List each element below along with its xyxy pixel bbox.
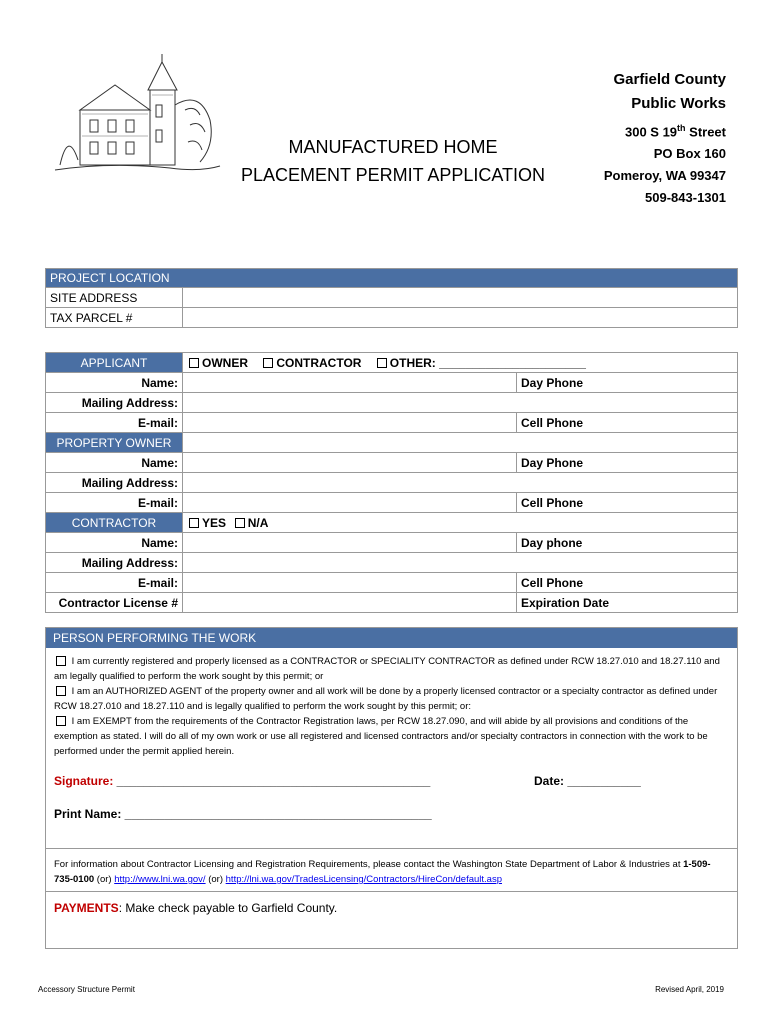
contractor-options: YES N/A: [183, 513, 738, 533]
project-location-heading: PROJECT LOCATION: [46, 269, 738, 288]
contractor-mailing-field[interactable]: [183, 553, 738, 573]
org-phone: 509-843-1301: [645, 190, 726, 206]
print-name-field[interactable]: Print Name: ______________________________________________: [54, 807, 432, 821]
person-performing-heading: PERSON PERFORMING THE WORK: [46, 628, 737, 648]
contractor-expiration-field[interactable]: Expiration Date: [517, 593, 738, 613]
owner-name-field[interactable]: [183, 453, 517, 473]
site-address-field[interactable]: [183, 288, 738, 308]
applicant-mailing-label: Mailing Address:: [46, 393, 183, 413]
org-name: Garfield County: [613, 71, 726, 88]
owner-email-field[interactable]: [183, 493, 517, 513]
info-phone: 1-509-735-0100: [54, 859, 711, 885]
applicant-heading: APPLICANT: [46, 353, 183, 373]
registered-contractor-option: I am currently registered and properly licensed as a CONTRACTOR or SPECIALITY CONTRACTOR as defined under RCW 18.27.010 and 18.27.110 and am legally qualified to perform the work sought by this permit; or: [54, 656, 720, 682]
org-po-box: PO Box 160: [653, 146, 726, 162]
signature-line[interactable]: _______________________________________________: [113, 774, 431, 788]
tax-parcel-label: TAX PARCEL #: [46, 308, 183, 328]
org-city: Pomeroy, WA 99347: [603, 168, 726, 184]
section-divider-2: [46, 891, 737, 892]
exempt-option: I am EXEMPT from the requirements of the Contractor Registration laws, per RCW 18.27.090, and will abide by all provisions and conditions of the exemption as stated. I will do all of my own work or use all registered and licensed contractors and/or specialty contractors in connection with the work to be performed under the permit applied herein.: [54, 716, 708, 757]
owner-checkbox[interactable]: [189, 358, 199, 368]
owner-mailing-field[interactable]: [183, 473, 738, 493]
signature-row: [54, 774, 724, 788]
lni-link[interactable]: http://www.lni.wa.gov/: [114, 874, 206, 885]
footer-right: Revised April, 2019: [655, 985, 724, 994]
property-owner-heading-spacer: [183, 433, 738, 453]
contractor-name-field[interactable]: [183, 533, 517, 553]
exempt-checkbox[interactable]: [56, 716, 66, 726]
project-location-table: [45, 268, 738, 328]
payments-note: PAYMENTS: Make check payable to Garfield County.: [54, 901, 338, 915]
form-title: [228, 133, 558, 189]
applicant-day-phone-field[interactable]: Day Phone: [517, 373, 738, 393]
authorized-agent-checkbox[interactable]: [56, 686, 66, 696]
contractor-checkbox[interactable]: [263, 358, 273, 368]
applicant-email-label: E-mail:: [46, 413, 183, 433]
contractor-license-field[interactable]: [183, 593, 517, 613]
owner-mailing-label: Mailing Address:: [46, 473, 183, 493]
form-title-line1: MANUFACTURED HOME: [288, 137, 498, 157]
contractor-license-label: Contractor License #: [46, 593, 183, 613]
contractor-name-label: Name:: [46, 533, 183, 553]
contractor-mailing-label: Mailing Address:: [46, 553, 183, 573]
contractor-yes-checkbox[interactable]: [189, 518, 199, 528]
footer-left: Accessory Structure Permit: [38, 985, 135, 994]
org-street: 300 S 19th Street: [624, 123, 726, 140]
site-address-label: SITE ADDRESS: [46, 288, 183, 308]
licensing-info: For information about Contractor Licensing and Registration Requirements, please contact the Washington State Department of Labor & Industries at 1-509-735-0100 (or) http://www.lni.wa.gov/ (or) http://lni.wa.gov/TradesLicensing/Contractors/HireCon/default.asp: [54, 859, 711, 885]
property-owner-heading: PROPERTY OWNER: [46, 433, 183, 453]
org-department: Public Works: [631, 95, 726, 112]
section-divider: [46, 848, 737, 849]
tax-parcel-field[interactable]: [183, 308, 738, 328]
hirecon-link[interactable]: http://lni.wa.gov/TradesLicensing/Contractors/HireCon/default.asp: [225, 874, 502, 885]
payments-label: PAYMENTS: [54, 901, 119, 915]
organization-block: [566, 68, 726, 208]
contractor-day-phone-field[interactable]: Day phone: [517, 533, 738, 553]
form-title-line2: PLACEMENT PERMIT APPLICATION: [240, 165, 546, 185]
contractor-email-label: E-mail:: [46, 573, 183, 593]
applicant-name-field[interactable]: [183, 373, 517, 393]
contractor-heading: CONTRACTOR: [46, 513, 183, 533]
other-checkbox[interactable]: [377, 358, 387, 368]
owner-name-label: Name:: [46, 453, 183, 473]
applicant-name-label: Name:: [46, 373, 183, 393]
date-field[interactable]: Date: ___________: [534, 774, 641, 788]
applicant-cell-phone-field[interactable]: Cell Phone: [517, 413, 738, 433]
courthouse-drawing-logo: [50, 50, 223, 198]
applicant-email-field[interactable]: [183, 413, 517, 433]
contractor-cell-phone-field[interactable]: Cell Phone: [517, 573, 738, 593]
owner-day-phone-field[interactable]: Day Phone: [517, 453, 738, 473]
applicant-type-options: OWNER CONTRACTOR OTHER: ______________________: [183, 353, 738, 373]
contractor-na-checkbox[interactable]: [235, 518, 245, 528]
contractor-email-field[interactable]: [183, 573, 517, 593]
contacts-table: [45, 352, 738, 613]
authorized-agent-option: I am an AUTHORIZED AGENT of the property owner and all work will be done by a properly licensed contractor or a specialty contractor as defined under RCW 18.27.010 and 18.27.110 and is legally qualified to perform the work sought by this permit; or:: [54, 686, 718, 712]
person-performing-section: [45, 627, 738, 949]
registered-contractor-checkbox[interactable]: [56, 656, 66, 666]
owner-email-label: E-mail:: [46, 493, 183, 513]
signature-label: Signature:: [54, 774, 114, 788]
owner-cell-phone-field[interactable]: Cell Phone: [517, 493, 738, 513]
applicant-mailing-field[interactable]: [183, 393, 738, 413]
